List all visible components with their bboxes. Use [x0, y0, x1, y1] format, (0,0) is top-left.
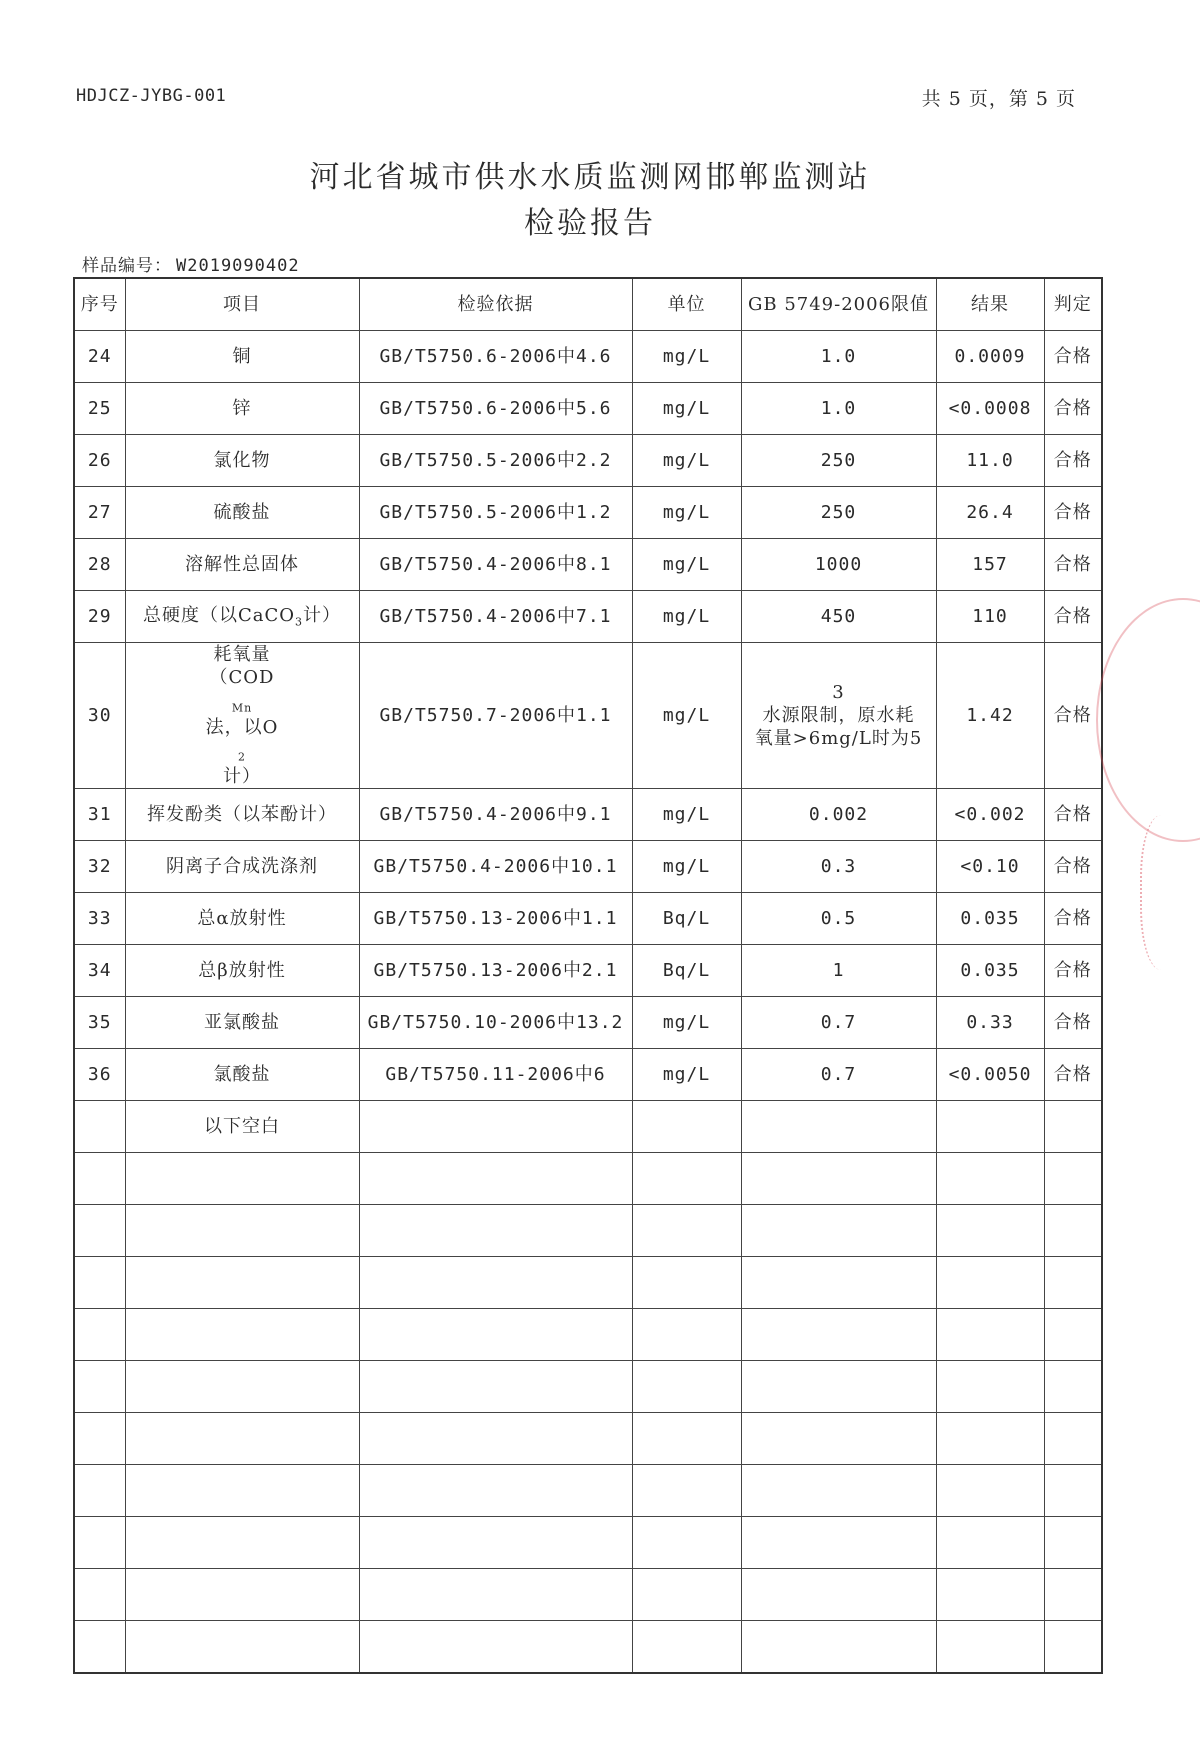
cell-judge: 合格	[1044, 383, 1102, 435]
report-subtitle: 检验报告	[524, 206, 656, 241]
cell-result: <0.0050	[936, 1049, 1044, 1101]
table-header-row	[74, 278, 1102, 331]
table-row-empty	[74, 1465, 1102, 1517]
cell-no: 35	[74, 997, 125, 1049]
inspection-table	[73, 277, 1103, 1674]
cell-result: <0.002	[936, 789, 1044, 841]
seal-stamp	[1096, 598, 1200, 842]
cell-judge: 合格	[1044, 435, 1102, 487]
cell-unit: Bq/L	[632, 945, 741, 997]
cell-result: 26.4	[936, 487, 1044, 539]
report-title: 河北省城市供水水质监测网邯郸监测站	[309, 160, 871, 195]
cell-method: GB/T5750.6-2006中4.6	[359, 331, 632, 383]
cell-no: 30	[74, 643, 125, 789]
table-row	[74, 841, 1102, 893]
table-row	[74, 893, 1102, 945]
cell-limit: 0.5	[741, 893, 936, 945]
table-row-empty	[74, 1309, 1102, 1361]
cell-method: GB/T5750.6-2006中5.6	[359, 383, 632, 435]
cell-result: 0.035	[936, 893, 1044, 945]
limit-text: 水源限制，原水耗	[762, 704, 915, 726]
table-row-empty	[74, 1569, 1102, 1621]
table-row	[74, 331, 1102, 383]
cell-item	[125, 643, 359, 789]
table-row	[74, 487, 1102, 539]
cell-unit: mg/L	[632, 789, 741, 841]
document-code: HDJCZ-JYBG-001	[76, 86, 227, 106]
cell-result: 0.0009	[936, 331, 1044, 383]
cell-judge: 合格	[1044, 591, 1102, 643]
item-subscript: 3	[295, 615, 304, 629]
cell-method: GB/T5750.4-2006中7.1	[359, 591, 632, 643]
cell-method: GB/T5750.13-2006中2.1	[359, 945, 632, 997]
sample-number-label: 样品编号：	[82, 256, 172, 276]
col-header-method: 检验依据	[359, 278, 632, 331]
table-row	[74, 789, 1102, 841]
item-text: 总硬度（以CaCO	[142, 604, 296, 626]
cell-no: 32	[74, 841, 125, 893]
cell-item: 溶解性总固体	[125, 539, 359, 591]
cell-method: GB/T5750.5-2006中1.2	[359, 487, 632, 539]
cell-limit: 450	[741, 591, 936, 643]
table-row-blank-note	[74, 1101, 1102, 1153]
sample-number	[82, 251, 300, 276]
cell-result: <0.10	[936, 841, 1044, 893]
cell-no	[74, 1101, 125, 1153]
table-row	[74, 945, 1102, 997]
blank-note: 以下空白	[125, 1101, 359, 1153]
cell-judge: 合格	[1044, 331, 1102, 383]
cell-item: 总β放射性	[125, 945, 359, 997]
cell-result: 157	[936, 539, 1044, 591]
cell-unit: mg/L	[632, 487, 741, 539]
cell-no: 27	[74, 487, 125, 539]
cell-judge: 合格	[1044, 789, 1102, 841]
col-header-result: 结果	[936, 278, 1044, 331]
cell-item: 硫酸盐	[125, 487, 359, 539]
cell-judge: 合格	[1044, 945, 1102, 997]
cell-no: 31	[74, 789, 125, 841]
cell-result: 0.035	[936, 945, 1044, 997]
item-text: （COD $_{Mn}$ 法，以O $_2$ 计）	[205, 667, 279, 787]
cell-judge: 合格	[1044, 841, 1102, 893]
cell-judge: 合格	[1044, 539, 1102, 591]
cell-limit: 1	[741, 945, 936, 997]
cell-no: 33	[74, 893, 125, 945]
cell-item: 铜	[125, 331, 359, 383]
cell-judge: 合格	[1044, 893, 1102, 945]
cell-limit: 0.7	[741, 1049, 936, 1101]
cell-unit: mg/L	[632, 841, 741, 893]
col-header-limit: GB 5749-2006限值	[741, 278, 936, 331]
cell-item: 锌	[125, 383, 359, 435]
cell-limit: 0.3	[741, 841, 936, 893]
cell-no: 25	[74, 383, 125, 435]
table-row	[74, 435, 1102, 487]
cell-limit: 1.0	[741, 331, 936, 383]
item-text: 耗氧量	[213, 644, 271, 665]
cell-unit: mg/L	[632, 591, 741, 643]
seal-stamp-fragment	[1140, 815, 1192, 970]
cell-method: GB/T5750.5-2006中2.2	[359, 435, 632, 487]
cell-unit: Bq/L	[632, 893, 741, 945]
col-header-judge: 判定	[1044, 278, 1102, 331]
limit-text: 3	[832, 681, 845, 703]
cell-unit: mg/L	[632, 383, 741, 435]
cell-limit: 0.7	[741, 997, 936, 1049]
cell-limit	[741, 643, 936, 789]
cell-limit: 250	[741, 487, 936, 539]
table-row-empty	[74, 1257, 1102, 1309]
table-row-empty	[74, 1205, 1102, 1257]
col-header-no: 序号	[74, 278, 125, 331]
table-row	[74, 539, 1102, 591]
cell-unit: mg/L	[632, 643, 741, 789]
cell-unit: mg/L	[632, 997, 741, 1049]
cell-result: 110	[936, 591, 1044, 643]
cell-result: 1.42	[936, 643, 1044, 789]
cell-item: 总α放射性	[125, 893, 359, 945]
cell-method: GB/T5750.10-2006中13.2	[359, 997, 632, 1049]
table-row-empty	[74, 1153, 1102, 1205]
cell-unit: mg/L	[632, 435, 741, 487]
cell-judge: 合格	[1044, 487, 1102, 539]
table-row-empty	[74, 1517, 1102, 1569]
table-row-empty	[74, 1621, 1102, 1674]
cell-method: GB/T5750.7-2006中1.1	[359, 643, 632, 789]
cell-result: 0.33	[936, 997, 1044, 1049]
cell-no: 29	[74, 591, 125, 643]
cell-limit: 250	[741, 435, 936, 487]
cell-no: 34	[74, 945, 125, 997]
cell-item: 挥发酚类（以苯酚计）	[125, 789, 359, 841]
cell-item: 阴离子合成洗涤剂	[125, 841, 359, 893]
col-header-unit: 单位	[632, 278, 741, 331]
cell-item: 氯化物	[125, 435, 359, 487]
cell-item: 亚氯酸盐	[125, 997, 359, 1049]
cell-item: 氯酸盐	[125, 1049, 359, 1101]
item-text: 计）	[303, 604, 342, 626]
cell-judge: 合格	[1044, 643, 1102, 789]
cell-method: GB/T5750.4-2006中10.1	[359, 841, 632, 893]
table-row	[74, 591, 1102, 643]
cell-unit: mg/L	[632, 1049, 741, 1101]
cell-judge: 合格	[1044, 997, 1102, 1049]
table-row	[74, 643, 1102, 789]
cell-no: 26	[74, 435, 125, 487]
page-indicator: 共 5 页，第 5 页	[921, 88, 1076, 110]
cell-method: GB/T5750.4-2006中9.1	[359, 789, 632, 841]
cell-item	[125, 591, 359, 643]
col-header-item: 项目	[125, 278, 359, 331]
limit-text: 氧量>6mg/L时为5	[754, 728, 923, 750]
cell-method: GB/T5750.11-2006中6	[359, 1049, 632, 1101]
table-row	[74, 383, 1102, 435]
cell-method: GB/T5750.4-2006中8.1	[359, 539, 632, 591]
table-row-empty	[74, 1413, 1102, 1465]
cell-unit: mg/L	[632, 331, 741, 383]
cell-result: <0.0008	[936, 383, 1044, 435]
table-row	[74, 1049, 1102, 1101]
cell-no: 36	[74, 1049, 125, 1101]
cell-no: 24	[74, 331, 125, 383]
cell-limit: 1.0	[741, 383, 936, 435]
table-row-empty	[74, 1361, 1102, 1413]
cell-limit: 0.002	[741, 789, 936, 841]
cell-result: 11.0	[936, 435, 1044, 487]
cell-method: GB/T5750.13-2006中1.1	[359, 893, 632, 945]
cell-no: 28	[74, 539, 125, 591]
cell-limit: 1000	[741, 539, 936, 591]
table-row	[74, 997, 1102, 1049]
cell-judge: 合格	[1044, 1049, 1102, 1101]
cell-unit: mg/L	[632, 539, 741, 591]
sample-number-value: W2019090402	[176, 256, 300, 276]
